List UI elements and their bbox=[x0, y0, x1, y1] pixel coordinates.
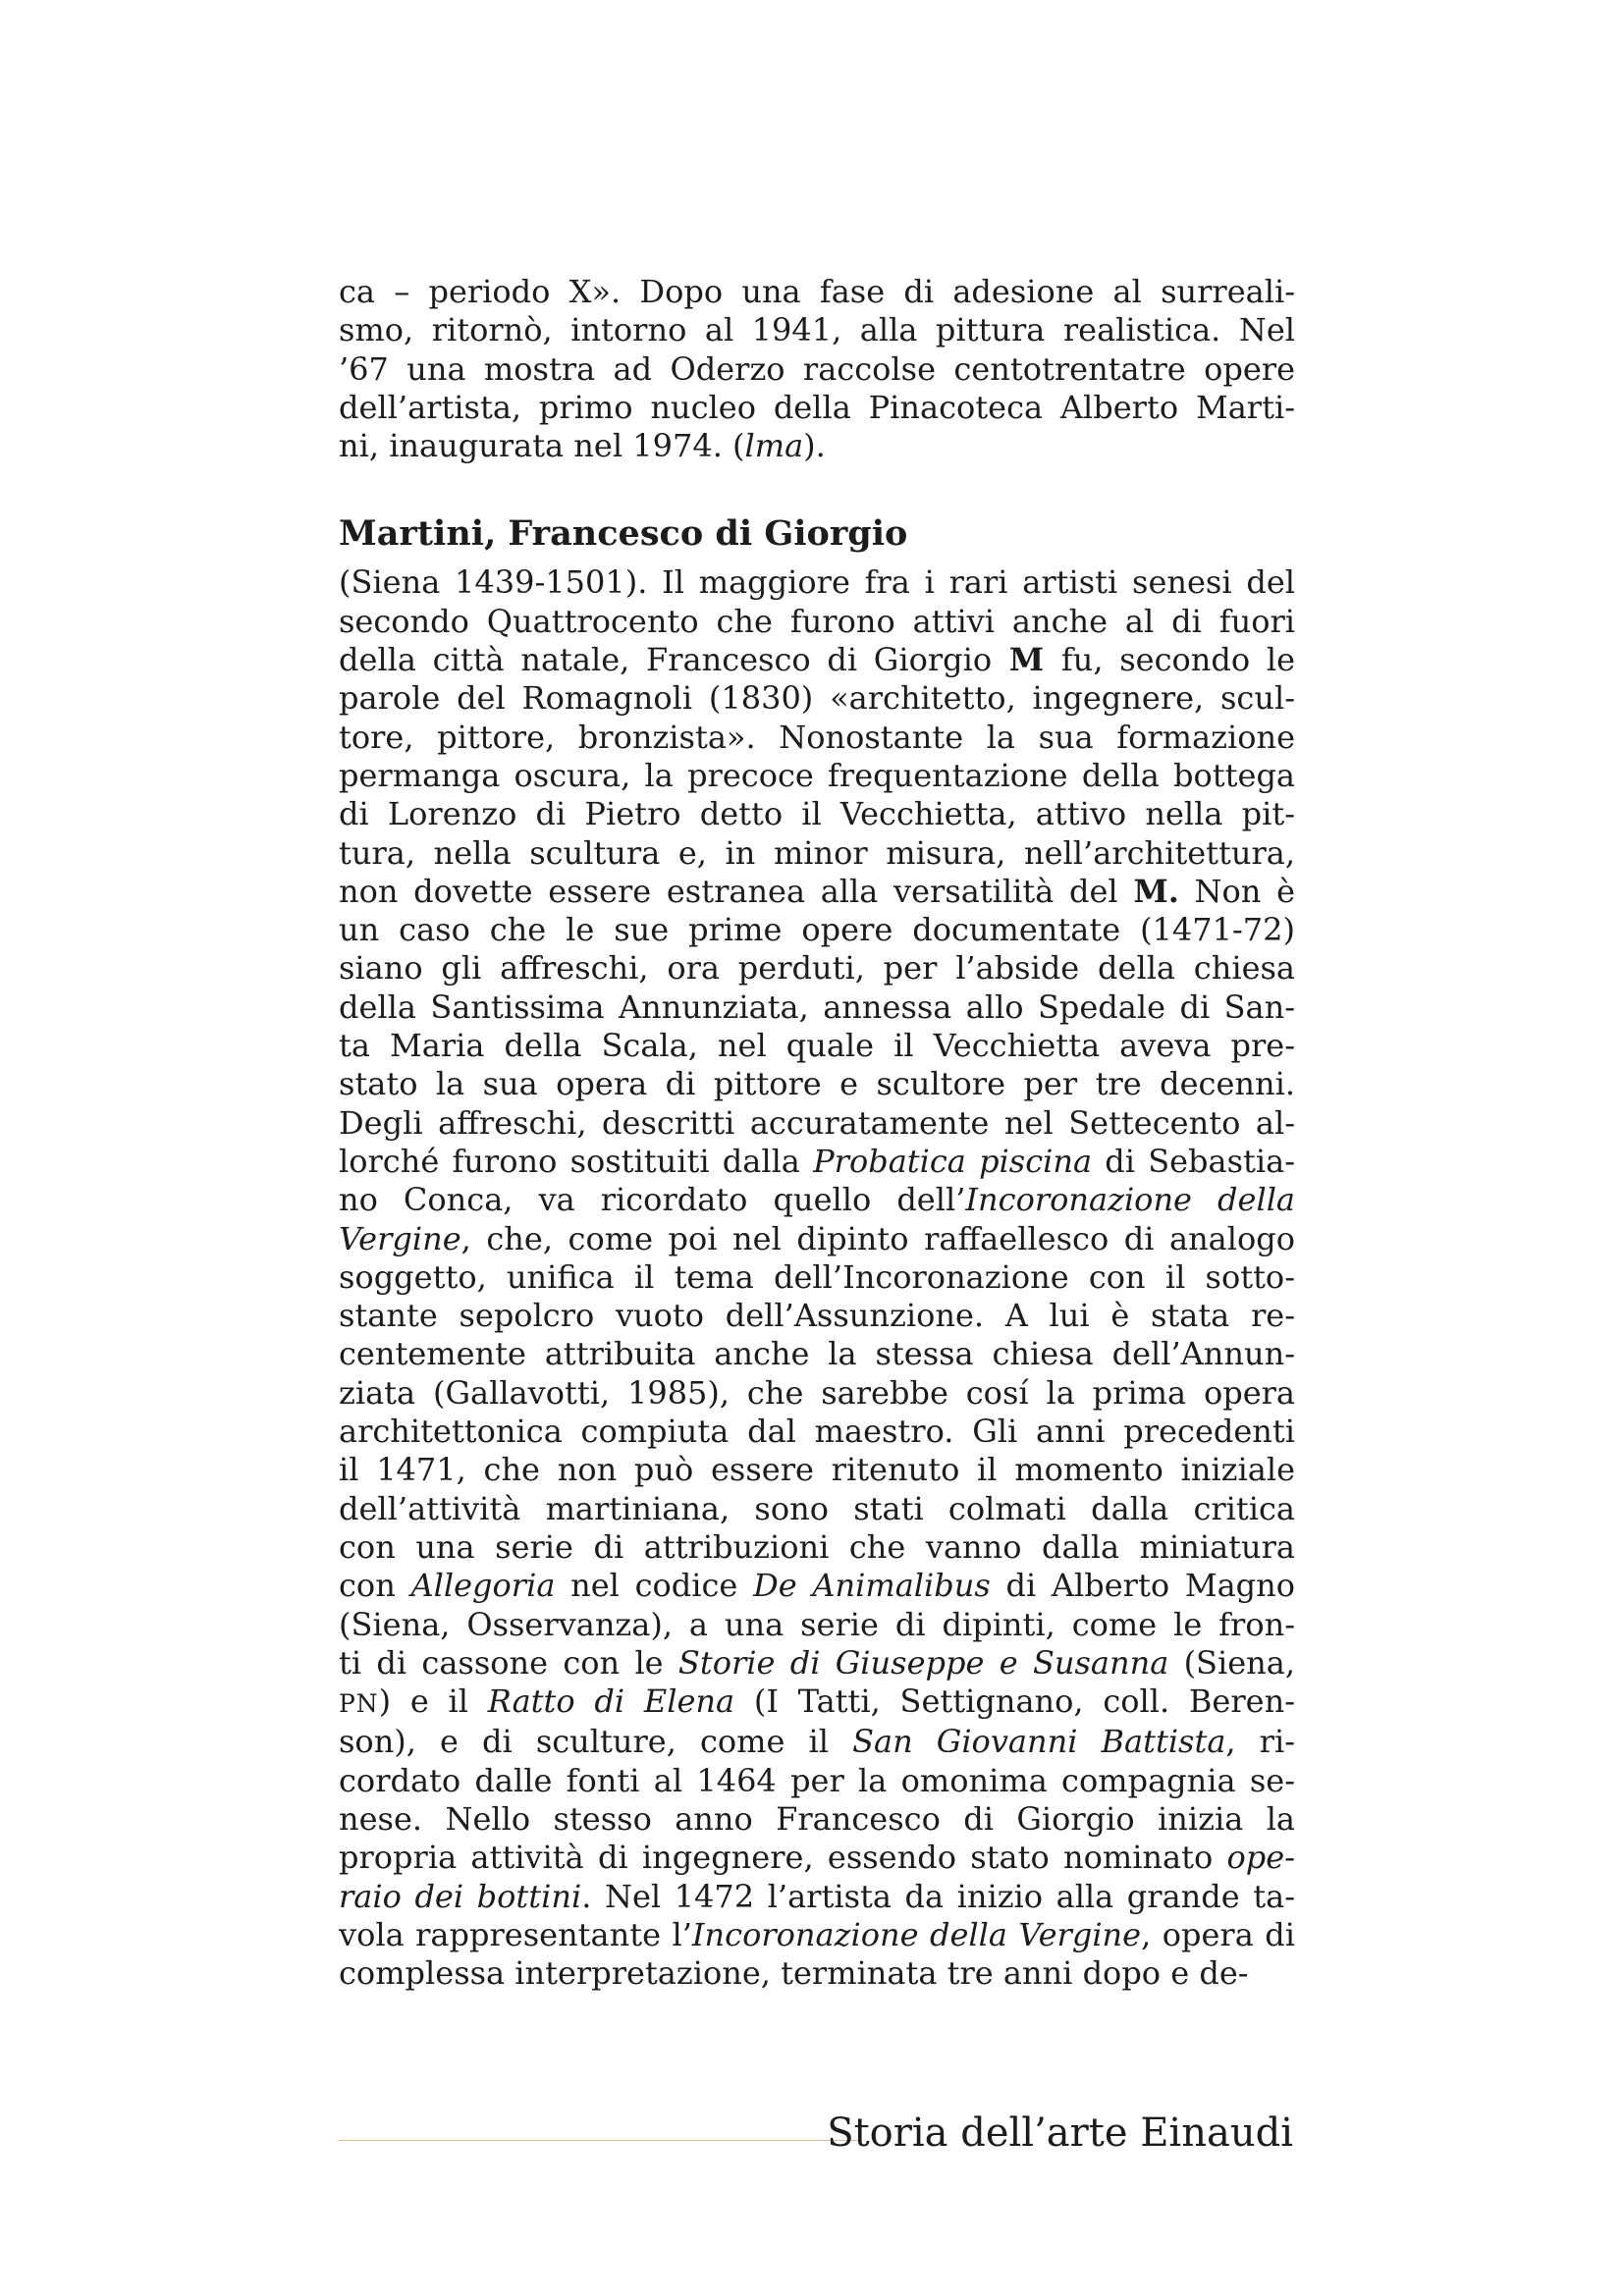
text-line: ’67 una mostra ad Oderzo raccolse centotrentatre opere bbox=[339, 349, 1295, 388]
text-line: lorché furono sostituiti dalla Probatica piscina di Sebastia- bbox=[339, 1142, 1296, 1180]
text-line: ta Maria della Scala, nel quale il Vecchietta aveva pre- bbox=[339, 1027, 1295, 1065]
text-line: dell’attività martiniana, sono stati colmati dalla critica bbox=[339, 1489, 1295, 1527]
text-line: il 1471, che non può essere ritenuto il momento iniziale bbox=[339, 1451, 1295, 1489]
body-text bbox=[339, 273, 1295, 1993]
text-line: PN) e il Ratto di Elena (I Tatti, Settignano, coll. Beren- bbox=[339, 1682, 1295, 1721]
text-line: parole del Romagnoli (1830) «architetto, ingegnere, scul- bbox=[339, 679, 1295, 718]
text-line: no Conca, va ricordato quello dell’Incoronazione della bbox=[339, 1181, 1296, 1219]
text-line: ca – periodo X». Dopo una fase di adesione al surreali- bbox=[339, 273, 1295, 310]
text-line: vola rappresentante l’Incoronazione della Vergine, opera di bbox=[339, 1915, 1295, 1953]
text-line: ziata (Gallavotti, 1985), che sarebbe cosí la prima opera bbox=[339, 1373, 1295, 1412]
text-line: di Lorenzo di Pietro detto il Vecchietta, attivo nella pit- bbox=[339, 795, 1295, 833]
text-line: tore, pittore, bronzista». Nonostante la sua formazione bbox=[339, 718, 1295, 756]
text-line: nese. Nello stesso anno Francesco di Giorgio inizia la bbox=[339, 1799, 1295, 1838]
footer-series-title: Storia dell’arte Einaudi bbox=[827, 2110, 1293, 2156]
text-line: architettonica compiuta dal maestro. Gli anni precedenti bbox=[339, 1413, 1295, 1451]
text-line: Degli affreschi, descritti accuratamente nel Settecento al- bbox=[339, 1103, 1295, 1142]
text-line: Vergine, che, come poi nel dipinto raffaellesco di analogo bbox=[339, 1219, 1295, 1257]
text-line: (Siena, Osservanza), a una serie di dipinti, come le fron- bbox=[339, 1605, 1295, 1643]
text-line: dell’artista, primo nucleo della Pinacoteca Alberto Marti- bbox=[339, 388, 1295, 426]
text-line: smo, ritornò, intorno al 1941, alla pittura realistica. Nel bbox=[339, 311, 1295, 349]
text-line: ti di cassone con le Storie di Giuseppe e Susanna (Siena, bbox=[339, 1643, 1296, 1682]
text-line: non dovette essere estranea alla versatilità del M. Non è bbox=[339, 872, 1296, 910]
text-line: stato la sua opera di pittore e scultore per tre decenni. bbox=[339, 1065, 1295, 1103]
entry-body bbox=[339, 563, 1295, 1993]
text-line: secondo Quattrocento che furono attivi anche al di fuori bbox=[339, 602, 1295, 640]
text-line: della Santissima Annunziata, annessa allo Spedale di San- bbox=[339, 988, 1295, 1026]
text-line: permanga oscura, la precoce frequentazione della bottega bbox=[339, 756, 1295, 794]
text-line: son), e di sculture, come il San Giovanni Battista, ri- bbox=[339, 1723, 1296, 1761]
text-line: della città natale, Francesco di Giorgio M fu, secondo le bbox=[339, 641, 1295, 679]
text-line: ni, inaugurata nel 1974. (lma). bbox=[339, 427, 826, 465]
text-line: complessa interpretazione, terminata tre anni dopo e de- bbox=[339, 1954, 1249, 1993]
text-line: con Allegoria nel codice De Animalibus di Alberto Magno bbox=[339, 1567, 1296, 1605]
text-line: propria attività di ingegnere, essendo stato nominato ope- bbox=[339, 1839, 1295, 1877]
text-line: con una serie di attribuzioni che vanno dalla miniatura bbox=[339, 1527, 1295, 1566]
text-line: centemente attribuita anche la stessa chiesa dell’Annun- bbox=[339, 1335, 1295, 1373]
text-line: stante sepolcro vuoto dell’Assunzione. A lui è stata re- bbox=[339, 1297, 1295, 1335]
text-line: un caso che le sue prime opere documentate (1471-72) bbox=[339, 911, 1295, 949]
text-line: raio dei bottini. Nel 1472 l’artista da inizio alla grande ta- bbox=[339, 1877, 1296, 1915]
text-line: (Siena 1439-1501). Il maggiore fra i rari artisti senesi del bbox=[339, 563, 1295, 602]
text-line: siano gli affreschi, ora perduti, per l’abside della chiesa bbox=[339, 949, 1295, 988]
footer-rule bbox=[339, 2140, 859, 2141]
text-line: cordato dalle fonti al 1464 per la omonima compagnia se- bbox=[339, 1761, 1295, 1799]
previous-entry-continuation bbox=[339, 273, 1295, 465]
text-line: tura, nella scultura e, in minor misura, nell’architettura, bbox=[339, 833, 1295, 872]
text-line: soggetto, unifica il tema dell’Incoronazione con il sotto- bbox=[339, 1257, 1295, 1296]
entry-heading: Martini, Francesco di Giorgio bbox=[339, 513, 908, 555]
